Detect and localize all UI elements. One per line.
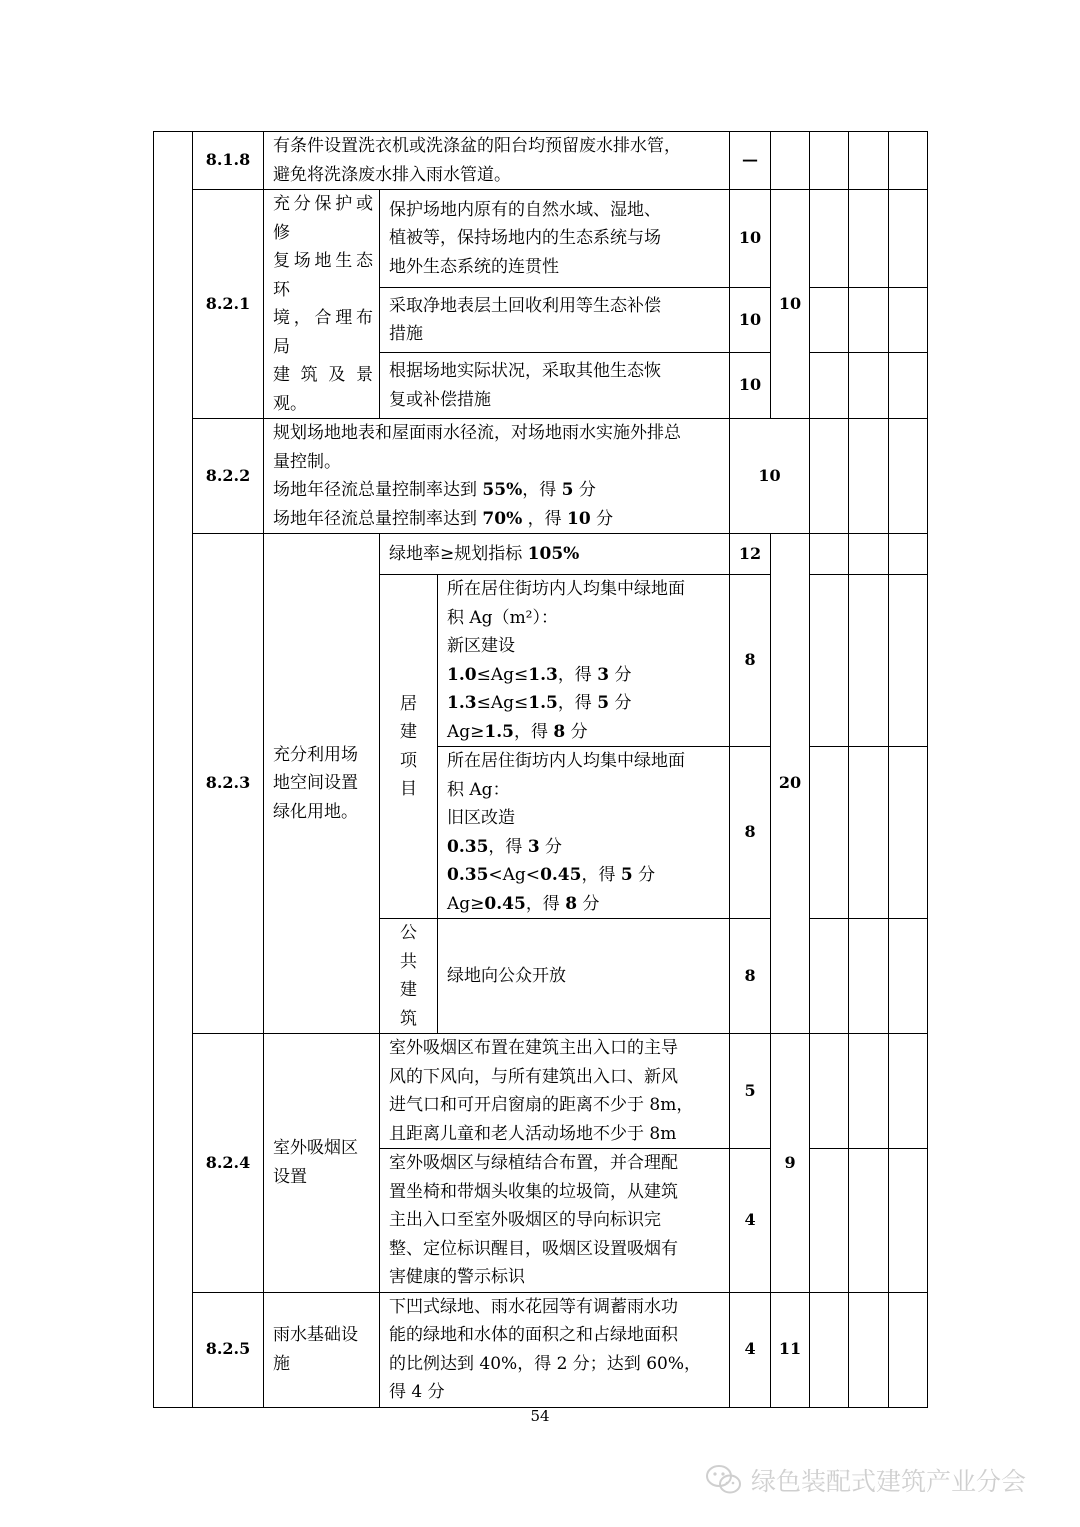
clause-code: 8.2.3 <box>193 534 264 1034</box>
row-8-2-3 <box>154 534 928 575</box>
sub-item-old-district: 所在居住街坊内人均集中绿地面 积 Ag： 旧区改造 0.35，得 3 分 0.35<Ag<0.45，得 5 分 Ag≥0.45，得 8 分 <box>438 747 730 919</box>
clause-text: 室外吸烟区 设置 <box>264 1034 380 1293</box>
sub-item: 绿地率≥规划指标 105% <box>380 534 730 575</box>
score-cell: 10 <box>730 353 771 419</box>
clause-text: 充分利用场 地空间设置 绿化用地。 <box>264 534 380 1034</box>
score-cell: 10 <box>730 419 810 534</box>
clause-text: 充分保护或修 复场地生态环 境，合理布局 建筑及景观。 <box>264 190 380 419</box>
total-score-cell: 9 <box>771 1034 810 1293</box>
sub-item: 保护场地内原有的自然水域、湿地、 植被等，保持场地内的生态系统与场 地外生态系统的连贯性 <box>380 190 730 288</box>
score-cell: 10 <box>730 190 771 288</box>
watermark <box>705 1462 1026 1498</box>
row-8-1-8 <box>154 132 928 190</box>
score-cell: 12 <box>730 534 771 575</box>
score-cell: 4 <box>730 1149 771 1293</box>
sub-item: 室外吸烟区布置在建筑主出入口的主导 风的下风向，与所有建筑出入口、新风 进气口和可开启窗扇的距离不少于 8m， 且距离儿童和老人活动场地不少于 8m <box>380 1034 730 1149</box>
clause-code: 8.2.5 <box>193 1292 264 1407</box>
row-8-2-1 <box>154 190 928 288</box>
clause-code: 8.1.8 <box>193 132 264 190</box>
score-cell: 10 <box>730 287 771 353</box>
clause-text: 雨水基础设 施 <box>264 1292 380 1407</box>
total-score-cell: 20 <box>771 534 810 1034</box>
category-cell <box>154 132 193 1408</box>
row-8-2-5 <box>154 1292 928 1407</box>
sub-item-public: 绿地向公众开放 <box>438 919 730 1034</box>
score-cell: 8 <box>730 747 771 919</box>
clause-text: 有条件设置洗衣机或洗涤盆的阳台均预留废水排水管， 避免将洗涤废水排入雨水管道。 <box>264 132 730 190</box>
score-cell: 8 <box>730 575 771 747</box>
page-number: 54 <box>530 1407 550 1425</box>
sub-item: 采取净地表层土回收利用等生态补偿 措施 <box>380 287 730 353</box>
total-score-cell: 10 <box>771 190 810 419</box>
score-cell: 4 <box>730 1292 771 1407</box>
clause-text: 规划场地地表和屋面雨水径流，对场地雨水实施外排总 量控制。 场地年径流总量控制率达到 55%，得 5 分 场地年径流总量控制率达到 70% ，得 10 分 <box>264 419 730 534</box>
standards-table <box>153 131 928 1408</box>
sub-item: 室外吸烟区与绿植结合布置，并合理配 置坐椅和带烟头收集的垃圾筒，从建筑 主出入口至室外吸烟区的导向标识完 整、定位标识醒目，吸烟区设置吸烟有 害健康的警示标识 <box>380 1149 730 1293</box>
total-score-cell: 11 <box>771 1292 810 1407</box>
sub-item: 根据场地实际状况，采取其他生态恢 复或补偿措施 <box>380 353 730 419</box>
public-building-label: 公 共 建 筑 <box>380 919 438 1034</box>
score-cell: 8 <box>730 919 771 1034</box>
residential-project-label: 居 建 项 目 <box>380 575 438 919</box>
clause-code: 8.2.1 <box>193 190 264 419</box>
clause-code: 8.2.2 <box>193 419 264 534</box>
sub-item: 下凹式绿地、雨水花园等有调蓄雨水功 能的绿地和水体的面积之和占绿地面积 的比例达到 40%，得 2 分；达到 60%， 得 4 分 <box>380 1292 730 1407</box>
wechat-icon <box>705 1463 743 1497</box>
clause-code: 8.2.4 <box>193 1034 264 1293</box>
sub-item-new-district: 所在居住街坊内人均集中绿地面 积 Ag（m²）： 新区建设 1.0≤Ag≤1.3，得 3 分 1.3≤Ag≤1.5，得 5 分 Ag≥1.5，得 8 分 <box>438 575 730 747</box>
row-8-2-2 <box>154 419 928 534</box>
score-cell: 5 <box>730 1034 771 1149</box>
watermark-text: 绿色装配式建筑产业分会 <box>751 1467 1027 1496</box>
score-cell: — <box>730 132 771 190</box>
row-8-2-4 <box>154 1034 928 1149</box>
